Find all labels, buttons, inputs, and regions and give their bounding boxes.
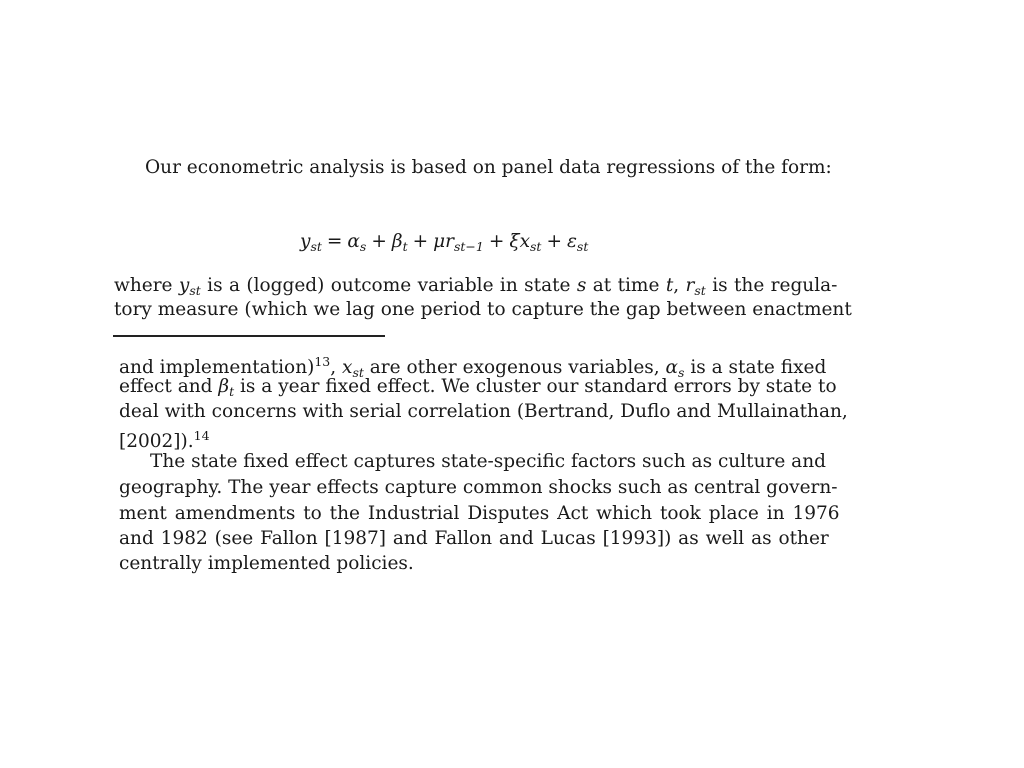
eq-mu-r: μr xyxy=(433,231,454,252)
text: effect and xyxy=(119,376,219,397)
eq-beta-subscript: t xyxy=(402,239,408,254)
paragraph-2-line-3: ment amendments to the Industrial Disputes Act which took place in 1976 xyxy=(119,503,840,524)
text: and implementation) xyxy=(119,357,315,378)
eq-plus: + xyxy=(488,231,505,252)
math-subscript: t xyxy=(229,384,235,399)
text: where xyxy=(114,275,179,296)
eq-plus: + xyxy=(546,231,562,252)
paragraph-1-line-6 xyxy=(119,425,210,453)
paragraph-2-line-2: geography. The year effects capture common shocks such as central govern- xyxy=(119,477,838,498)
math-r: r xyxy=(685,275,695,296)
text: at time xyxy=(586,275,666,296)
math-s: s xyxy=(576,275,587,296)
text: is a year fixed effect. We cluster our standard errors by state to xyxy=(234,376,837,397)
eq-xi-x-subscript: st xyxy=(530,239,542,254)
paragraph-1-line-4 xyxy=(119,376,837,403)
regression-equation xyxy=(300,231,588,258)
text: , xyxy=(330,357,342,378)
paragraph-2-line-4: and 1982 (see Fallon [1987] and Fallon and Lucas [1993]) as well as other xyxy=(119,528,829,549)
eq-alpha: α xyxy=(347,231,360,252)
math-subscript: st xyxy=(694,283,706,298)
text: [2002]). xyxy=(119,431,194,452)
math-beta: β xyxy=(218,376,230,397)
eq-mu-r-subscript: st−1 xyxy=(453,239,484,254)
eq-y-subscript: st xyxy=(310,239,322,254)
eq-plus: + xyxy=(371,231,387,252)
paragraph-1-line-5: deal with concerns with serial correlation (Bertrand, Duflo and Mullainathan, xyxy=(119,401,848,422)
eq-epsilon-subscript: st xyxy=(576,239,589,254)
intro-sentence: Our econometric analysis is based on panel data regressions of the form: xyxy=(145,157,832,178)
math-subscript: st xyxy=(189,283,201,298)
eq-epsilon: ε xyxy=(566,231,577,252)
paragraph-1-line-2: tory measure (which we lag one period to capture the gap between enactment xyxy=(114,299,852,320)
eq-y: y xyxy=(300,231,311,252)
eq-xi-x: ξx xyxy=(509,231,530,252)
eq-equals: = xyxy=(326,231,343,252)
paragraph-2-line-1: The state fixed effect captures state-specific factors such as culture and xyxy=(150,451,826,472)
math-y: y xyxy=(178,275,190,296)
paragraph-2-line-5: centrally implemented policies. xyxy=(119,553,414,574)
text: , xyxy=(673,275,686,296)
text: is a state fixed xyxy=(684,357,827,378)
math-x: x xyxy=(342,357,353,378)
page-break-rule xyxy=(113,335,385,337)
math-t: t xyxy=(665,275,674,296)
footnote-ref-13[interactable]: 13 xyxy=(314,354,331,369)
math-subscript: st xyxy=(352,365,364,380)
text: are other exogenous variables, xyxy=(363,357,666,378)
text: is a (logged) outcome variable in state xyxy=(200,275,577,296)
paragraph-1-line-1 xyxy=(114,275,837,302)
footnote-ref-14[interactable]: 14 xyxy=(193,428,210,443)
math-alpha: α xyxy=(665,357,679,378)
eq-plus: + xyxy=(412,231,429,252)
eq-alpha-subscript: s xyxy=(359,239,367,254)
text: is the regula- xyxy=(705,275,838,296)
math-subscript: s xyxy=(678,365,685,380)
eq-beta: β xyxy=(391,231,403,252)
